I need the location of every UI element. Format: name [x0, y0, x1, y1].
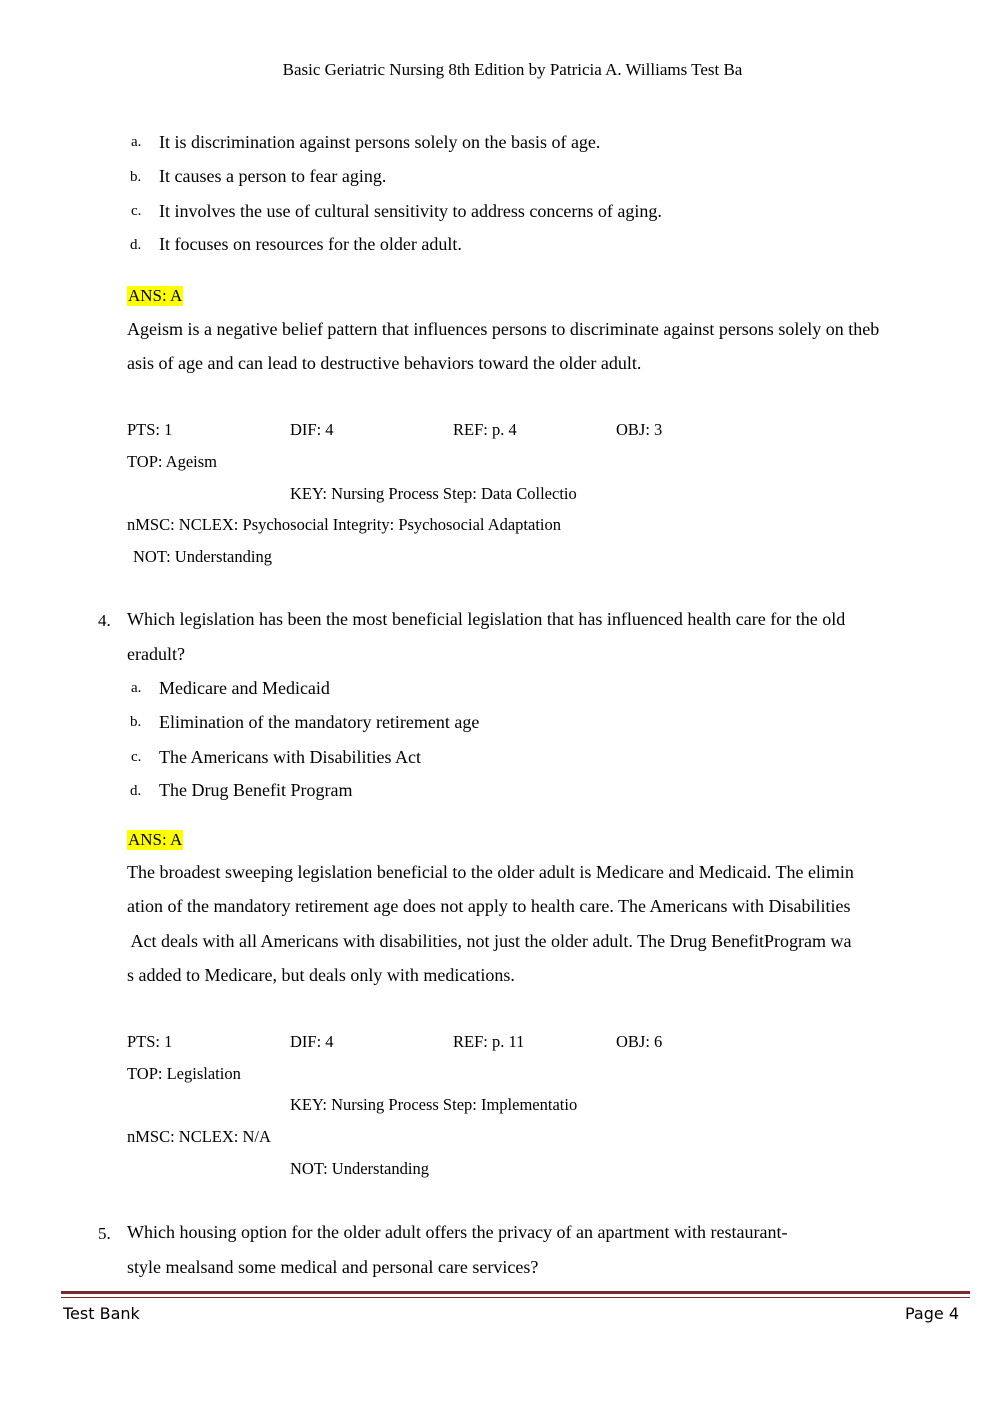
meta-key: KEY: Nursing Process Step: Data Collectio	[290, 484, 577, 503]
option-text: It involves the use of cultural sensitivity to address concerns of aging.	[159, 201, 662, 221]
meta-top: TOP: Legislation	[127, 1064, 241, 1083]
question-text-line: Which housing option for the older adult offers the privacy of an apartment with restaurant-	[127, 1222, 788, 1242]
question-text-line: style mealsand some medical and personal care services?	[127, 1257, 539, 1277]
option-letter: c.	[131, 749, 142, 765]
meta-key: KEY: Nursing Process Step: Implementatio	[290, 1095, 578, 1114]
rationale-line: asis of age and can lead to destructive behaviors toward the older adult.	[127, 353, 642, 373]
meta-msc: nMSC: NCLEX: N/A	[127, 1127, 271, 1146]
meta-top: TOP: Ageism	[127, 452, 218, 471]
option-letter: b.	[130, 169, 142, 185]
option-text: It causes a person to fear aging.	[159, 166, 387, 186]
option-text: The Drug Benefit Program	[159, 780, 353, 800]
footer-left-text: Test Bank	[63, 1304, 140, 1323]
question-number: 5.	[98, 1224, 111, 1243]
question-text-line: Which legislation has been the most beneficial legislation that has influenced health care for the old	[127, 609, 846, 629]
page-number: Page 4	[905, 1304, 959, 1323]
answer-label: ANS: A	[128, 830, 183, 849]
option-text: Elimination of the mandatory retirement age	[159, 712, 480, 732]
rationale-line: The broadest sweeping legislation beneficial to the older adult is Medicare and Medicaid. The elimin	[127, 862, 854, 882]
meta-dif: DIF: 4	[290, 420, 334, 439]
meta-pts: PTS: 1	[127, 420, 173, 439]
answer-label: ANS: A	[128, 286, 183, 305]
option-text: The Americans with Disabilities Act	[159, 747, 421, 767]
option-letter: d.	[130, 783, 142, 799]
rationale-line: Ageism is a negative belief pattern that influences persons to discriminate against persons solely on theb	[127, 319, 880, 339]
option-letter: d.	[130, 237, 142, 253]
option-letter: a.	[131, 134, 142, 150]
page-header-title: Basic Geriatric Nursing 8th Edition by Patricia A. Williams Test Ba	[282, 60, 743, 79]
footer-divider	[61, 1291, 970, 1294]
rationale-line: Act deals with all Americans with disabilities, not just the older adult. The Drug BenefitProgram wa	[127, 931, 852, 951]
option-text: It is discrimination against persons solely on the basis of age.	[159, 132, 601, 152]
meta-obj: OBJ: 3	[616, 420, 663, 439]
footer-divider-thin	[61, 1297, 970, 1298]
meta-ref: REF: p. 11	[453, 1032, 525, 1051]
meta-pts: PTS: 1	[127, 1032, 173, 1051]
option-letter: b.	[130, 714, 142, 730]
question-number: 4.	[98, 611, 111, 630]
question-text-line: eradult?	[127, 644, 185, 664]
meta-dif: DIF: 4	[290, 1032, 334, 1051]
option-text: It focuses on resources for the older adult.	[159, 234, 462, 254]
option-text: Medicare and Medicaid	[159, 678, 330, 698]
option-letter: c.	[131, 203, 142, 219]
meta-ref: REF: p. 4	[453, 420, 517, 439]
meta-obj: OBJ: 6	[616, 1032, 663, 1051]
rationale-line: s added to Medicare, but deals only with medications.	[127, 965, 515, 985]
meta-msc: nMSC: NCLEX: Psychosocial Integrity: Psychosocial Adaptation	[127, 515, 562, 534]
meta-not: NOT: Understanding	[290, 1159, 429, 1178]
rationale-line: ation of the mandatory retirement age does not apply to health care. The Americans with Disabilities	[127, 896, 851, 916]
option-letter: a.	[131, 680, 142, 696]
meta-not: NOT: Understanding	[133, 547, 272, 566]
